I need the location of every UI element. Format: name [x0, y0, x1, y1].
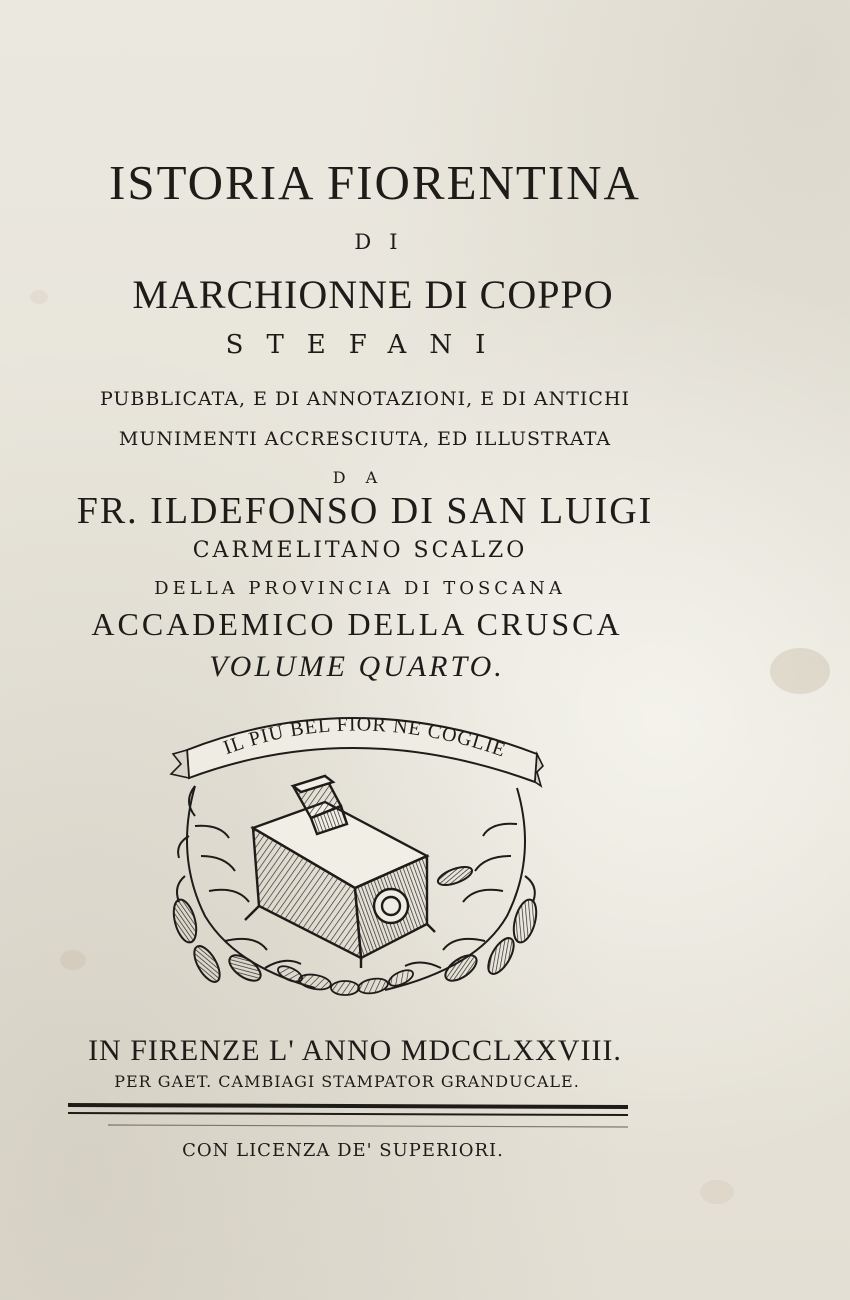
publication-line-2: MUNIMENTI ACCRESCIUTA, ED ILLUSTRATA	[118, 428, 612, 450]
book-title: ISTORIA FIORENTINA	[109, 155, 641, 210]
author-surname: STEFANI	[225, 330, 509, 360]
sieve-box	[245, 776, 435, 968]
editor-name: FR. ILDEFONSO DI SAN LUIGI	[76, 490, 654, 532]
publication-line-1: PUBBLICATA, E DI ANNOTAZIONI, E DI ANTICHI	[99, 388, 631, 410]
bottom-foliage	[276, 963, 416, 995]
editor-province: DELLA PROVINCIA DI TOSCANA	[154, 578, 566, 599]
title-connector-di: DI	[354, 230, 416, 254]
editor-order: CARMELITANO SCALZO	[192, 538, 528, 563]
imprint-license: CON LICENZA DE' SUPERIORI.	[182, 1140, 504, 1161]
editor-connector-da: DA	[332, 468, 398, 487]
foxing-stain	[700, 1180, 734, 1204]
foxing-stain	[60, 950, 86, 970]
volume-label: VOLUME QUARTO.	[209, 650, 505, 683]
emblem-motto: IL PIU BEL FIOR NE COGLIE	[220, 713, 509, 762]
imprint-place-year: IN FIRENZE L' ANNO MDCCLXXVIII.	[88, 1034, 622, 1067]
editor-academy: ACCADEMICO DELLA CRUSCA	[91, 606, 623, 642]
motto-ribbon	[171, 713, 543, 786]
imprint-printer: PER GAET. CAMBIAGI STAMPATOR GRANDUCALE.	[114, 1072, 580, 1091]
crusca-sieve-emblem-icon	[165, 706, 545, 1006]
double-rule-divider	[68, 1101, 628, 1131]
author-line: MARCHIONNE DI COPPO	[132, 272, 614, 317]
